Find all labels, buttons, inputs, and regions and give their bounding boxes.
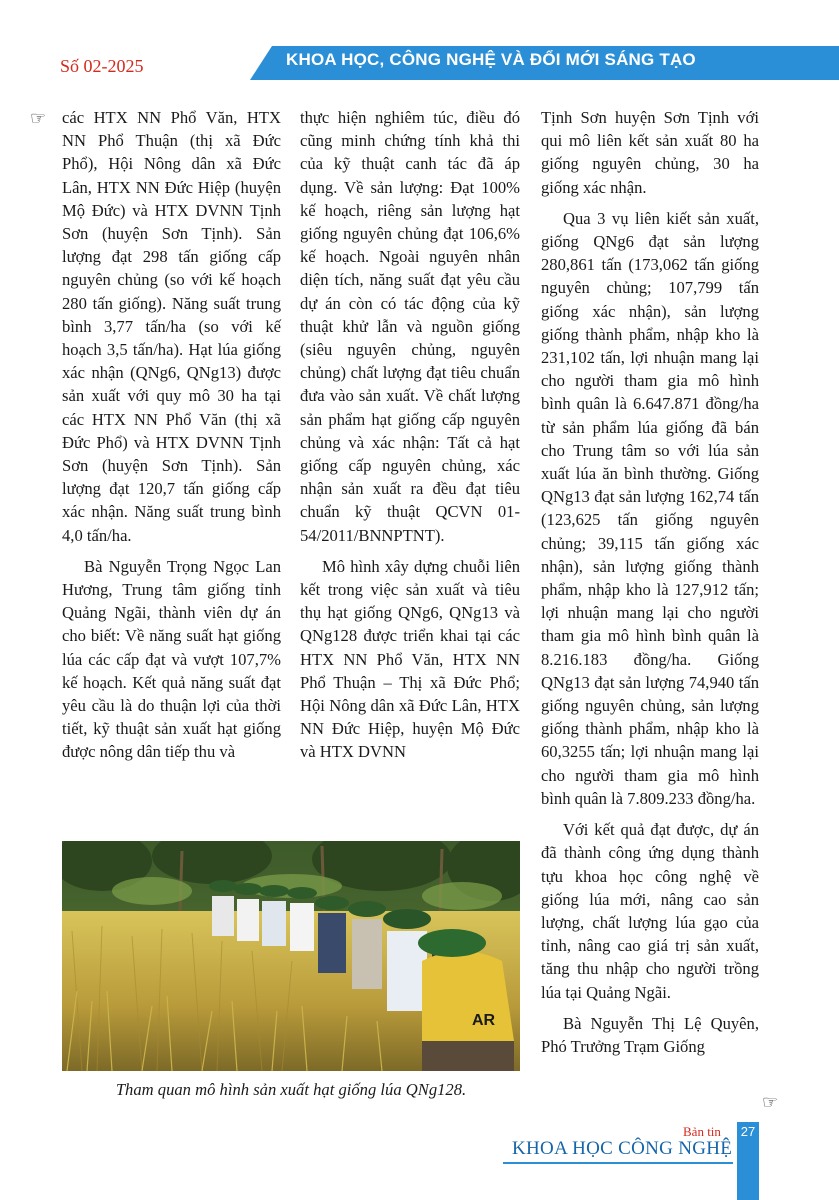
paragraph: Mô hình xây dựng chuỗi liên kết trong việc sản xuất và tiêu thụ hạt giống QNg6, QNg13 và QNg128 được triển khai tại các HTX NN Phổ Văn, HTX NN Phổ Thuận – Thị xã Đức Phổ; Hội Nông dân xã Đức Lân, HTX NN Đức Hiệp, huyện Mộ Đức và HTX DVNN [300,556,520,762]
paragraph: Với kết quả đạt được, dự án đã thành công ứng dụng thành tựu khoa học công nghệ về giống lúa mới, nâng cao sản lượng, chất lượng lúa gạo của tỉnh, nâng cao giá trị sản xuất, tăng thu nhập cho người trồng lúa tại Quảng Ngãi. [541,820,759,1002]
paragraph: Qua 3 vụ liên kiết sản xuất, giống QNg6 đạt sản lượng 280,861 tấn (173,062 tấn giống nguyên chủng; 107,799 tấn giống xác nhận), sản lượng giống thành phẩm, nhập kho là 231,102 tấn, lợi nhuận mang lại cho người tham gia mô hình bình quân là 6.647.871 đồng/ha từ sản phẩm lúa giống đã bán cho Trung tâm so với lúa sản xuất lúa ăn bình thường. Giống QNg13 đạt sản lượng 162,74 tấn (123,625 tấn giống nguyên chủng; 39,115 tấn giống xác nhận), sản lượng giống thành phẩm, nhập kho là 127,912 tấn; lợi nhuận mang lại cho người tham gia mô hình bình quân là 8.216.183 đồng/ha. Giống QNg13 đạt sản lượng 74,940 tấn giống nguyên chủng, sản lượng giống thành phẩm, nhập kho là 60,3255 tấn; lợi nhuận mang lại cho người tham gia mô hình bình quân là 7.809.233 đồng/ha. [541,208,759,808]
pointing-hand-icon: ☞ [762,1092,779,1113]
page-number: 27 [740,1124,756,1139]
article-column-3 [541,106,759,1058]
paragraph: các HTX NN Phổ Văn, HTX NN Phổ Thuận (thị xã Đức Phổ), Hội Nông dân xã Đức Lân, HTX NN Đức Hiệp (huyện Mộ Đức) và HTX DVNN Tịnh Sơn (huyện Sơn Tịnh). Sản lượng đạt 298 tấn giống cấp nguyên chủng (so với kế hoạch 280 tấn giống). Năng suất trung bình 3,77 tấn/ha (so với kế hoạch 3,5 tấn/ha). Hạt lúa giống xác nhận (QNg6, QNg13) được sản xuất với quy mô 30 ha tại các HTX NN Phổ Văn (thị xã Đức Phổ) và HTX DVNN Tịnh Sơn (huyện Sơn Tịnh). Sản lượng đạt 120,7 tấn giống cấp xác nhận. Năng suất trung bình 4,0 tấn/ha. [62,108,281,545]
field-visit-photo [62,841,520,1071]
footer-label: Bản tin [683,1124,721,1139]
footer-publication-title: KHOA HỌC CÔNG NGHỆ [512,1138,733,1159]
article-column-1 [62,106,281,764]
pointing-hand-icon: ☞ [30,108,47,129]
issue-number: Số 02-2025 [60,56,144,76]
section-title: KHOA HỌC, CÔNG NGHỆ VÀ ĐỔI MỚI SÁNG TẠO [286,50,696,69]
paragraph: Bà Nguyễn Thị Lệ Quyên, Phó Trưởng Trạm Giống [541,1013,759,1056]
photo-caption: Tham quan mô hình sản xuất hạt giống lúa QNg128. [115,1080,467,1099]
paragraph: Tịnh Sơn huyện Sơn Tịnh với qui mô liên kết sản xuất 80 ha giống nguyên chủng, 30 ha giống xác nhận. [541,108,759,197]
shirt-print: AR [472,1012,496,1029]
paragraph: thực hiện nghiêm túc, điều đó cũng minh chứng tính khả thi của kỹ thuật canh tác đã áp dụng. Về sản lượng: Đạt 100% kế hoạch, riêng sản lượng hạt giống nguyên chủng đạt 106,6% kế hoạch. Ngoài nguyên nhân diện tích, năng suất đạt yêu cầu dự án còn có tác động của kỹ thuật khử lẫn và nguồn giống (siêu nguyên chủng, nguyên chủng) chất lượng đạt tiêu chuẩn đưa vào sản xuất. Về chất lượng sản phẩm hạt giống cấp nguyên chủng và xác nhận: Tất cả hạt giống cấp nguyên chủng, xác nhận sản xuất ra đều đạt tiêu chuẩn kỹ thuật QCVN 01-54/2011/BNNPTNT). [300,108,520,545]
footer-divider [503,1162,733,1164]
paragraph: Bà Nguyễn Trọng Ngọc Lan Hương, Trung tâm giống tỉnh Quảng Ngãi, thành viên dự án cho biết: Về năng suất hạt giống lúa các cấp đạt và vượt 107,7% kế hoạch. Kết quả năng suất đạt yêu cầu là do thuận lợi của thời tiết, kỹ thuật sản xuất hạt giống được nông dân tiếp thu và [62,556,281,762]
article-column-2 [300,106,520,764]
